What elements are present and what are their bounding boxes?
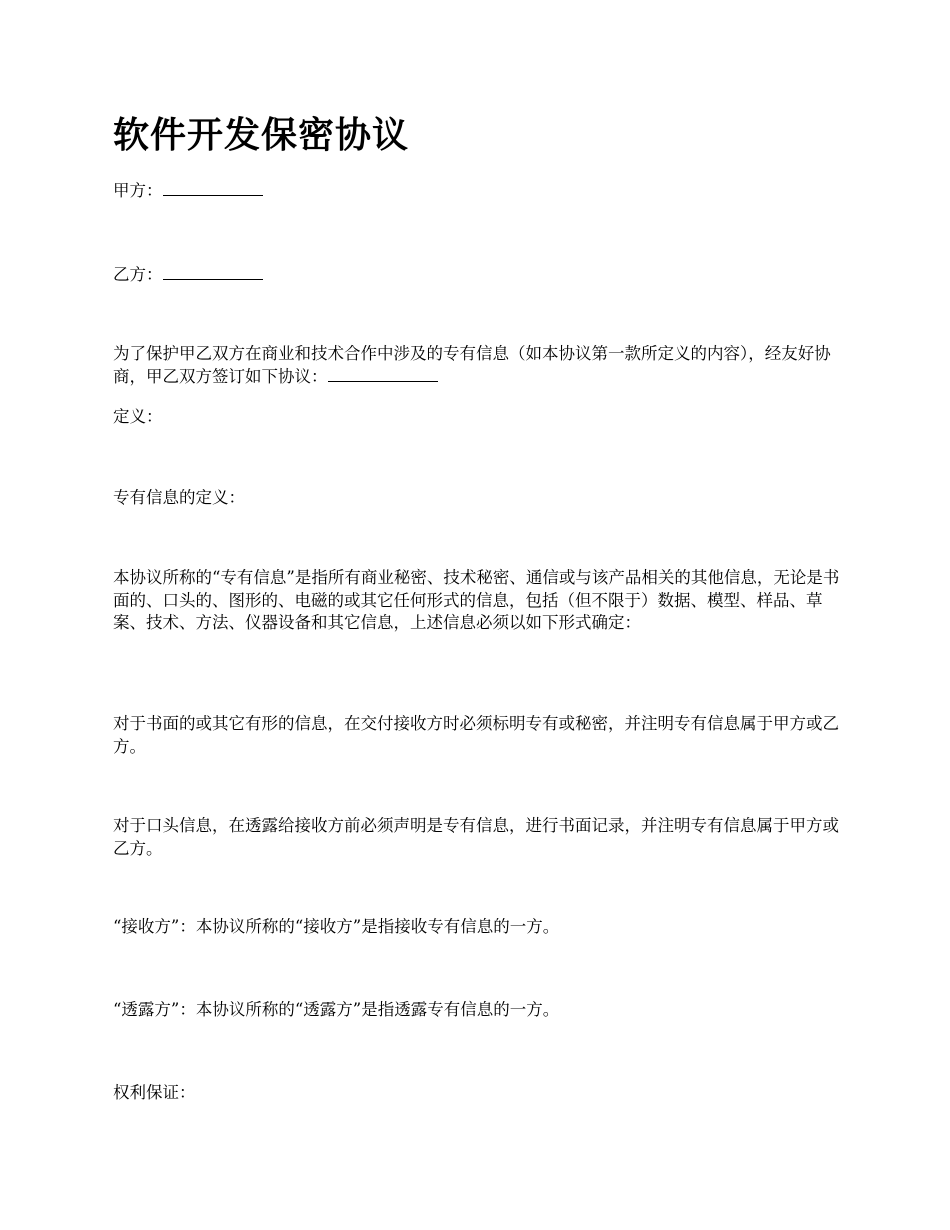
proprietary-heading: 专有信息的定义： [113, 488, 245, 507]
party-b-label: 乙方： [113, 265, 163, 284]
recipient-definition: “接收方”：本协议所称的“接收方”是指接收专有信息的一方。 [113, 917, 560, 936]
intro-blank [328, 367, 438, 382]
intro-text: 为了保护甲乙双方在商业和技术合作中涉及的专有信息（如本协议第一款所定义的内容），经友好协商，甲乙双方签订如下协议： [113, 344, 831, 386]
party-a-line [113, 180, 843, 203]
definitions-heading: 定义： [113, 407, 163, 426]
party-b-line [113, 264, 843, 287]
party-b-blank [163, 265, 263, 280]
party-a-blank [163, 181, 263, 196]
intro-paragraph [113, 343, 843, 388]
oral-info-paragraph: 对于口头信息，在透露给接收方前必须声明是专有信息，进行书面记录，并注明专有信息属于甲方或乙方。 [113, 816, 839, 858]
party-a-label: 甲方： [113, 181, 163, 200]
proprietary-body: 本协议所称的“专有信息”是指所有商业秘密、技术秘密、通信或与该产品相关的其他信息，无论是书面的、口头的、图形的、电磁的或其它任何形式的信息，包括（但不限于）数据、模型、样品、草案、技术、方法、仪器设备和其它信息，上述信息必须以如下形式确定： [113, 568, 840, 632]
rights-heading: 权利保证： [113, 1083, 196, 1102]
discloser-definition: “透露方”：本协议所称的“透露方”是指透露专有信息的一方。 [113, 1000, 560, 1019]
written-info-paragraph: 对于书面的或其它有形的信息，在交付接收方时必须标明专有或秘密，并注明专有信息属于甲方或乙方。 [113, 714, 839, 756]
document-title: 软件开发保密协议 [113, 115, 410, 156]
